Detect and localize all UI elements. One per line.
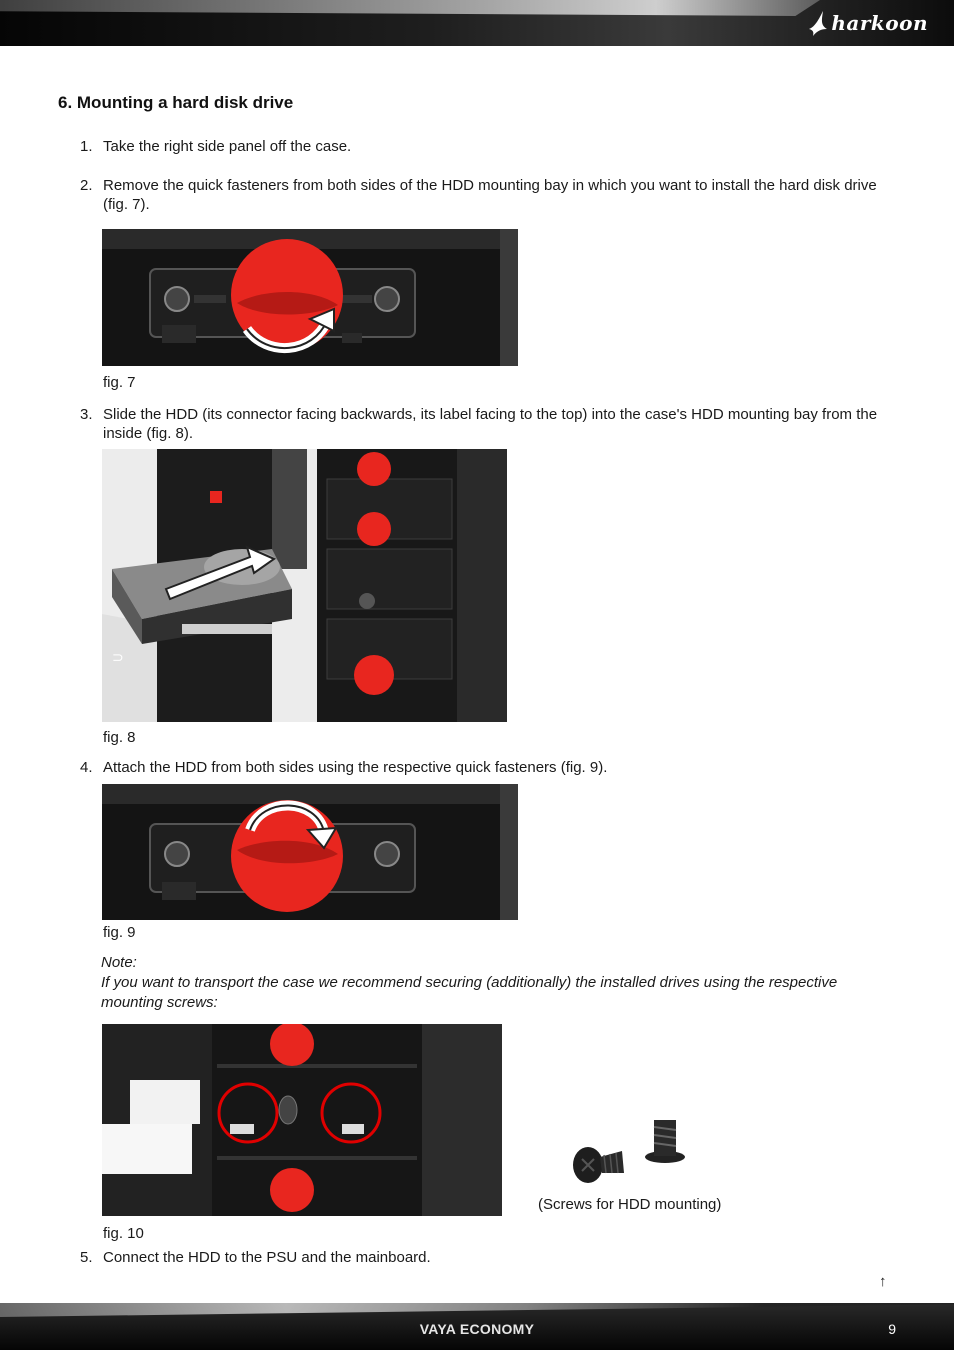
step-3 [80, 405, 900, 443]
fig-9-photo [102, 784, 518, 920]
step-text: Connect the HDD to the PSU and the mainboard. [103, 1249, 431, 1266]
step-5 [80, 1248, 900, 1267]
page-footer [0, 1303, 954, 1350]
svg-text:⊃: ⊃ [112, 649, 124, 665]
screws-photo [570, 1115, 690, 1190]
step-2 [80, 176, 900, 214]
step-number: 3. [80, 406, 93, 423]
step-1 [80, 137, 900, 156]
fig-7-label: fig. 7 [103, 374, 136, 391]
fig-9-label: fig. 9 [103, 924, 136, 941]
note-text: If you want to transport the case we recommend securing (additionally) the installed drives using the respective mounting screws: [101, 974, 838, 1011]
header-swoosh [0, 0, 820, 16]
brand-wordmark: harkoon [831, 11, 928, 35]
fig-8-photo [102, 449, 507, 722]
page-header [0, 0, 954, 46]
footer-swoosh [0, 1303, 954, 1317]
step-number: 4. [80, 759, 93, 776]
fig-7-photo [102, 229, 518, 366]
shark-fin-icon [807, 9, 829, 37]
transport-note [101, 953, 901, 1013]
note-label: Note: [101, 954, 137, 971]
step-number: 5. [80, 1249, 93, 1266]
step-4 [80, 758, 900, 777]
step-number: 1. [80, 138, 93, 155]
step-number: 2. [80, 177, 93, 194]
screws-caption: (Screws for HDD mounting) [538, 1196, 722, 1213]
step-text: Take the right side panel off the case. [103, 138, 352, 155]
section-title: 6. Mounting a hard disk drive [58, 93, 294, 112]
product-model: VAYA ECONOMY [419, 1321, 535, 1337]
step-text: Attach the HDD from both sides using the respective quick fasteners (fig. 9). [103, 759, 608, 776]
page-number: 9 [888, 1321, 896, 1337]
sharkoon-logo [807, 8, 928, 38]
step-text: Remove the quick fasteners from both sides of the HDD mounting bay in which you want to install the hard disk drive (fig. 7). [103, 177, 877, 213]
step-text: Slide the HDD (its connector facing backwards, its label facing to the top) into the case's HDD mounting bay from the inside (fig. 8). [103, 406, 878, 442]
fig-10-label: fig. 10 [103, 1225, 144, 1242]
back-to-top-arrow-icon[interactable]: ↑ [879, 1273, 887, 1290]
fig-8-label: fig. 8 [103, 729, 136, 746]
fig-10-photo [102, 1024, 502, 1216]
